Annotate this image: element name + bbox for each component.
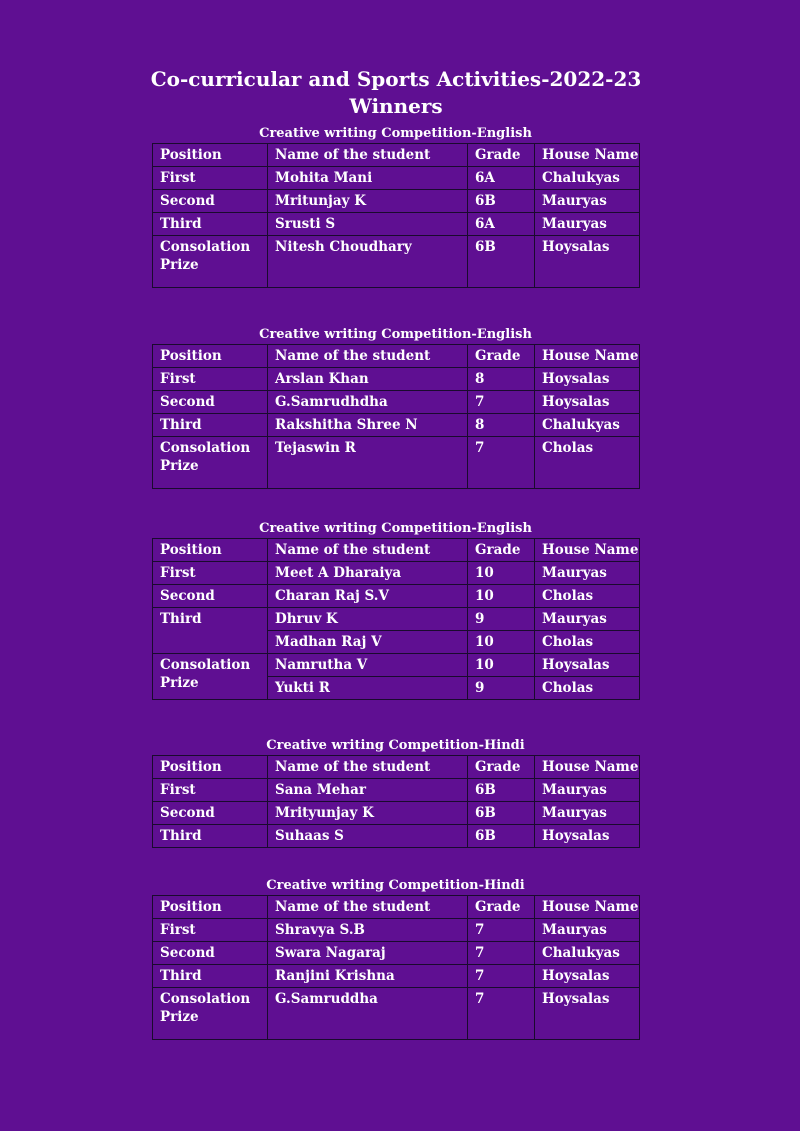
- grade-cell: 10: [468, 654, 535, 677]
- table-header-row: [153, 345, 640, 368]
- grade-cell: 6B: [468, 802, 535, 825]
- table-header-row: [153, 144, 640, 167]
- grade-cell: 10: [468, 562, 535, 585]
- grade-cell: 9: [468, 608, 535, 631]
- section-caption: Creative writing Competition-English: [259, 126, 532, 141]
- position-cell: Second: [153, 942, 268, 965]
- house-cell: Chalukyas: [535, 167, 640, 190]
- student-name-cell: Tejaswin R: [268, 437, 468, 489]
- position-cell: First: [153, 779, 268, 802]
- table-row: [153, 965, 640, 988]
- grade-cell: 7: [468, 919, 535, 942]
- header-position: Position: [153, 756, 268, 779]
- header-position: Position: [153, 345, 268, 368]
- house-cell: Hoysalas: [535, 654, 640, 677]
- header-position: Position: [153, 896, 268, 919]
- student-name-cell: Swara Nagaraj: [268, 942, 468, 965]
- student-name-cell: Mohita Mani: [268, 167, 468, 190]
- position-cell: Third: [153, 414, 268, 437]
- position-cell: Consolation Prize: [153, 654, 268, 700]
- house-cell: Mauryas: [535, 562, 640, 585]
- student-name-cell: Mritunjay K: [268, 190, 468, 213]
- student-name-cell: Charan Raj S.V: [268, 585, 468, 608]
- position-cell: Third: [153, 965, 268, 988]
- header-house: House Name: [535, 144, 640, 167]
- student-name-cell: G.Samruddha: [268, 988, 468, 1040]
- student-name-cell: Madhan Raj V: [268, 631, 468, 654]
- student-name-cell: Dhruv K: [268, 608, 468, 631]
- grade-cell: 10: [468, 585, 535, 608]
- table-row: [153, 585, 640, 608]
- student-name-cell: Namrutha V: [268, 654, 468, 677]
- winners-section-hindi-2: [152, 877, 639, 1040]
- table-row: [153, 368, 640, 391]
- header-house: House Name: [535, 345, 640, 368]
- table-row: [153, 190, 640, 213]
- student-name-cell: Shravya S.B: [268, 919, 468, 942]
- header-name: Name of the student: [268, 896, 468, 919]
- house-cell: Cholas: [535, 437, 640, 489]
- house-cell: Chalukyas: [535, 414, 640, 437]
- position-cell: Second: [153, 190, 268, 213]
- table-row: [153, 825, 640, 848]
- grade-cell: 6A: [468, 213, 535, 236]
- table-row: [153, 414, 640, 437]
- house-cell: Hoysalas: [535, 965, 640, 988]
- winners-table: [152, 344, 640, 489]
- grade-cell: 6B: [468, 779, 535, 802]
- house-cell: Hoysalas: [535, 368, 640, 391]
- header-name: Name of the student: [268, 756, 468, 779]
- position-cell: Second: [153, 585, 268, 608]
- house-cell: Cholas: [535, 631, 640, 654]
- header-grade: Grade: [468, 539, 535, 562]
- page-title: Co-curricular and Sports Activities-2022-23: [150, 67, 642, 91]
- table-row: [153, 942, 640, 965]
- position-cell: Second: [153, 802, 268, 825]
- winners-section-english-3: [152, 520, 639, 700]
- student-name-cell: Nitesh Choudhary: [268, 236, 468, 288]
- table-row: [153, 802, 640, 825]
- student-name-cell: Yukti R: [268, 677, 468, 700]
- position-cell: Consolation Prize: [153, 988, 268, 1040]
- grade-cell: 6B: [468, 190, 535, 213]
- position-cell: Third: [153, 213, 268, 236]
- winners-table: [152, 538, 640, 700]
- house-cell: Hoysalas: [535, 236, 640, 288]
- grade-cell: 6B: [468, 825, 535, 848]
- house-cell: Mauryas: [535, 213, 640, 236]
- house-cell: Chalukyas: [535, 942, 640, 965]
- position-cell: First: [153, 562, 268, 585]
- table-row: [153, 562, 640, 585]
- section-caption: Creative writing Competition-English: [259, 327, 532, 342]
- grade-cell: 9: [468, 677, 535, 700]
- student-name-cell: Arslan Khan: [268, 368, 468, 391]
- position-cell: Third: [153, 825, 268, 848]
- grade-cell: 7: [468, 437, 535, 489]
- header-grade: Grade: [468, 896, 535, 919]
- house-cell: Mauryas: [535, 919, 640, 942]
- house-cell: Hoysalas: [535, 391, 640, 414]
- winners-section-english-1: [152, 125, 639, 288]
- position-cell: First: [153, 368, 268, 391]
- table-row: [153, 167, 640, 190]
- position-cell: Third: [153, 608, 268, 654]
- table-row: [153, 654, 640, 677]
- student-name-cell: Sana Mehar: [268, 779, 468, 802]
- table-header-row: [153, 756, 640, 779]
- table-row: [153, 236, 640, 288]
- header-name: Name of the student: [268, 144, 468, 167]
- table-header-row: [153, 896, 640, 919]
- position-cell: Second: [153, 391, 268, 414]
- grade-cell: 7: [468, 391, 535, 414]
- header-position: Position: [153, 539, 268, 562]
- position-cell: Consolation Prize: [153, 437, 268, 489]
- header-grade: Grade: [468, 345, 535, 368]
- header-name: Name of the student: [268, 539, 468, 562]
- header-grade: Grade: [468, 756, 535, 779]
- header-house: House Name: [535, 756, 640, 779]
- winners-section-hindi-1: [152, 737, 639, 848]
- table-row: [153, 919, 640, 942]
- position-cell: First: [153, 167, 268, 190]
- page-subtitle: Winners: [349, 94, 443, 118]
- student-name-cell: Mrityunjay K: [268, 802, 468, 825]
- table-row: [153, 779, 640, 802]
- table-row: [153, 391, 640, 414]
- grade-cell: 6B: [468, 236, 535, 288]
- winners-section-english-2: [152, 326, 639, 489]
- header-name: Name of the student: [268, 345, 468, 368]
- grade-cell: 7: [468, 988, 535, 1040]
- house-cell: Cholas: [535, 677, 640, 700]
- student-name-cell: Ranjini Krishna: [268, 965, 468, 988]
- table-row: [153, 608, 640, 631]
- grade-cell: 7: [468, 942, 535, 965]
- header-house: House Name: [535, 539, 640, 562]
- header-grade: Grade: [468, 144, 535, 167]
- grade-cell: 6A: [468, 167, 535, 190]
- house-cell: Mauryas: [535, 608, 640, 631]
- grade-cell: 7: [468, 965, 535, 988]
- house-cell: Mauryas: [535, 190, 640, 213]
- header-house: House Name: [535, 896, 640, 919]
- winners-table: [152, 755, 640, 848]
- winners-table: [152, 895, 640, 1040]
- house-cell: Mauryas: [535, 779, 640, 802]
- table-row: [153, 988, 640, 1040]
- header-position: Position: [153, 144, 268, 167]
- section-caption: Creative writing Competition-English: [259, 521, 532, 536]
- winners-table: [152, 143, 640, 288]
- house-cell: Hoysalas: [535, 825, 640, 848]
- section-caption: Creative writing Competition-Hindi: [266, 878, 525, 893]
- table-row: [153, 213, 640, 236]
- house-cell: Hoysalas: [535, 988, 640, 1040]
- section-caption: Creative writing Competition-Hindi: [266, 738, 525, 753]
- house-cell: Mauryas: [535, 802, 640, 825]
- student-name-cell: Suhaas S: [268, 825, 468, 848]
- table-row: [153, 437, 640, 489]
- student-name-cell: G.Samrudhdha: [268, 391, 468, 414]
- grade-cell: 8: [468, 368, 535, 391]
- table-header-row: [153, 539, 640, 562]
- student-name-cell: Meet A Dharaiya: [268, 562, 468, 585]
- position-cell: Consolation Prize: [153, 236, 268, 288]
- position-cell: First: [153, 919, 268, 942]
- house-cell: Cholas: [535, 585, 640, 608]
- student-name-cell: Rakshitha Shree N: [268, 414, 468, 437]
- grade-cell: 10: [468, 631, 535, 654]
- grade-cell: 8: [468, 414, 535, 437]
- student-name-cell: Srusti S: [268, 213, 468, 236]
